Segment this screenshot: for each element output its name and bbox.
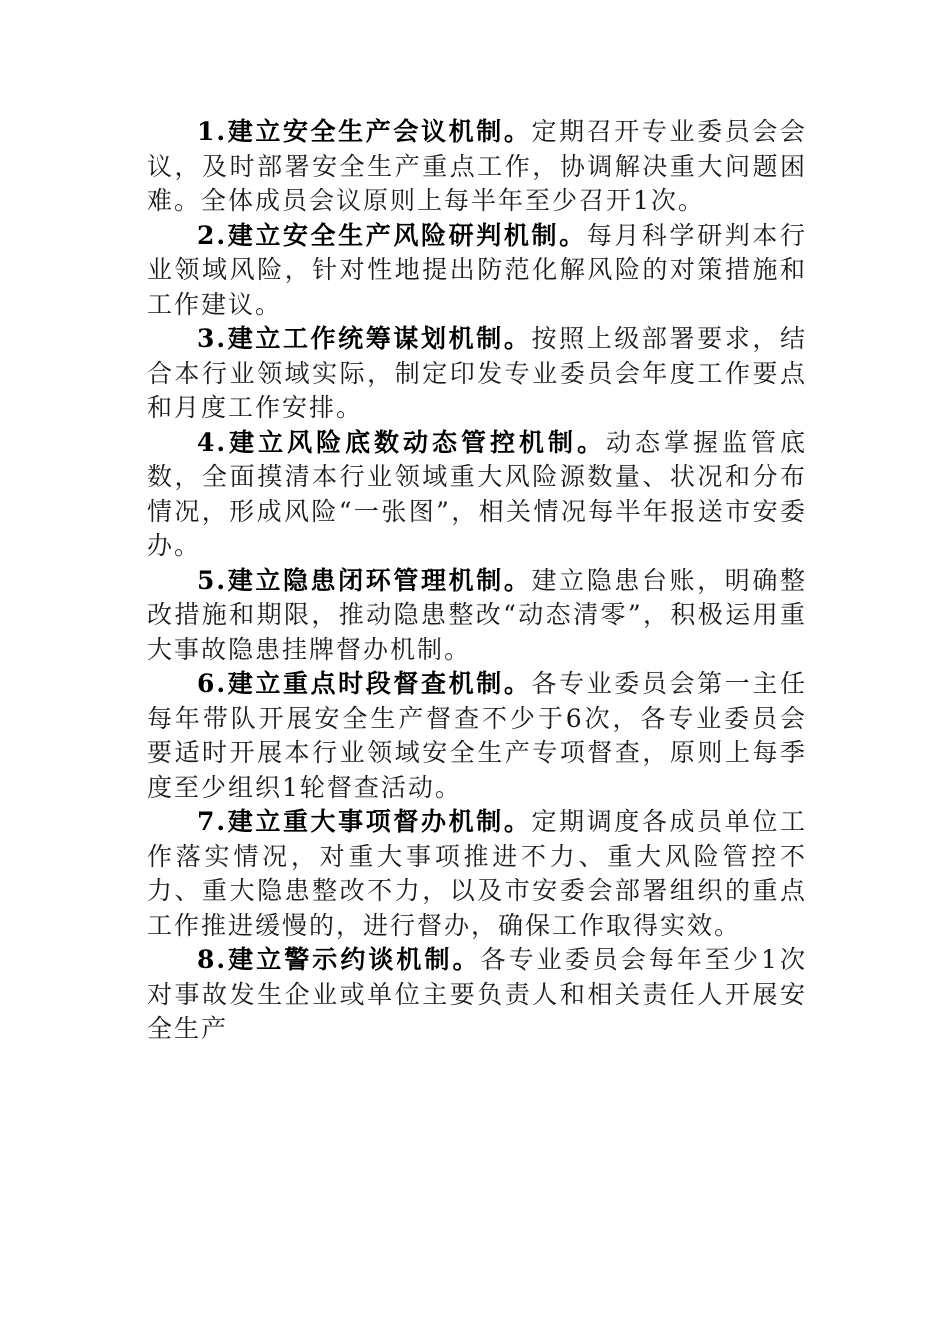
paragraph-6 (147, 667, 807, 805)
paragraph-body: 各专业委员会第一主任每年带队开展安全生产督查不少于6次，各专业委员会要适时开展本行业领域安全生产专项督查，原则上每季度至少组织1轮督查活动。 (147, 669, 807, 802)
paragraph-4 (147, 426, 807, 564)
paragraph-body: 动态掌握监管底数，全面摸清本行业领域重大风险源数量、状况和分布情况，形成风险“一张图”，相关情况每半年报送市安委办。 (147, 427, 807, 560)
paragraph-heading: 4.建立风险底数动态管控机制。 (197, 427, 607, 457)
paragraph-heading: 5.建立隐患闭环管理机制。 (197, 565, 532, 595)
paragraph-7 (147, 805, 807, 943)
paragraph-body: 建立隐患台账，明确整改措施和期限，推动隐患整改“动态清零”，积极运用重大事故隐患挂牌督办机制。 (147, 565, 807, 664)
paragraph-3 (147, 322, 807, 426)
paragraph-heading: 8.建立警示约谈机制。 (197, 945, 481, 974)
paragraph-body: 定期调度各成员单位工作落实情况，对重大事项推进不力、重大风险管控不力、重大隐患整改不力，以及市安委会部署组织的重点工作推进缓慢的，进行督办，确保工作取得实效。 (147, 807, 807, 940)
paragraph-heading: 2.建立安全生产风险研判机制。 (197, 220, 587, 250)
paragraph-body: 每月科学研判本行业领域风险，针对性地提出防范化解风险的对策措施和工作建议。 (147, 220, 807, 319)
paragraph-2 (147, 219, 807, 323)
paragraph-8 (147, 943, 807, 1047)
paragraph-5 (147, 564, 807, 668)
paragraph-body: 各专业委员会每年至少1次对事故发生企业或单位主要负责人和相关责任人开展安全生产 (147, 945, 807, 1043)
document-page (147, 115, 807, 1047)
paragraph-1 (147, 115, 807, 219)
paragraph-heading: 6.建立重点时段督查机制。 (197, 669, 532, 698)
paragraph-body: 按照上级部署要求，结合本行业领域实际，制定印发专业委员会年度工作要点和月度工作安排。 (147, 324, 807, 422)
paragraph-heading: 3.建立工作统筹谋划机制。 (197, 324, 532, 353)
paragraph-heading: 7.建立重大事项督办机制。 (197, 807, 532, 836)
paragraph-heading: 1.建立安全生产会议机制。 (197, 117, 532, 146)
paragraph-body: 定期召开专业委员会会议，及时部署安全生产重点工作，协调解决重大问题困难。全体成员会议原则上每半年至少召开1次。 (147, 117, 807, 215)
